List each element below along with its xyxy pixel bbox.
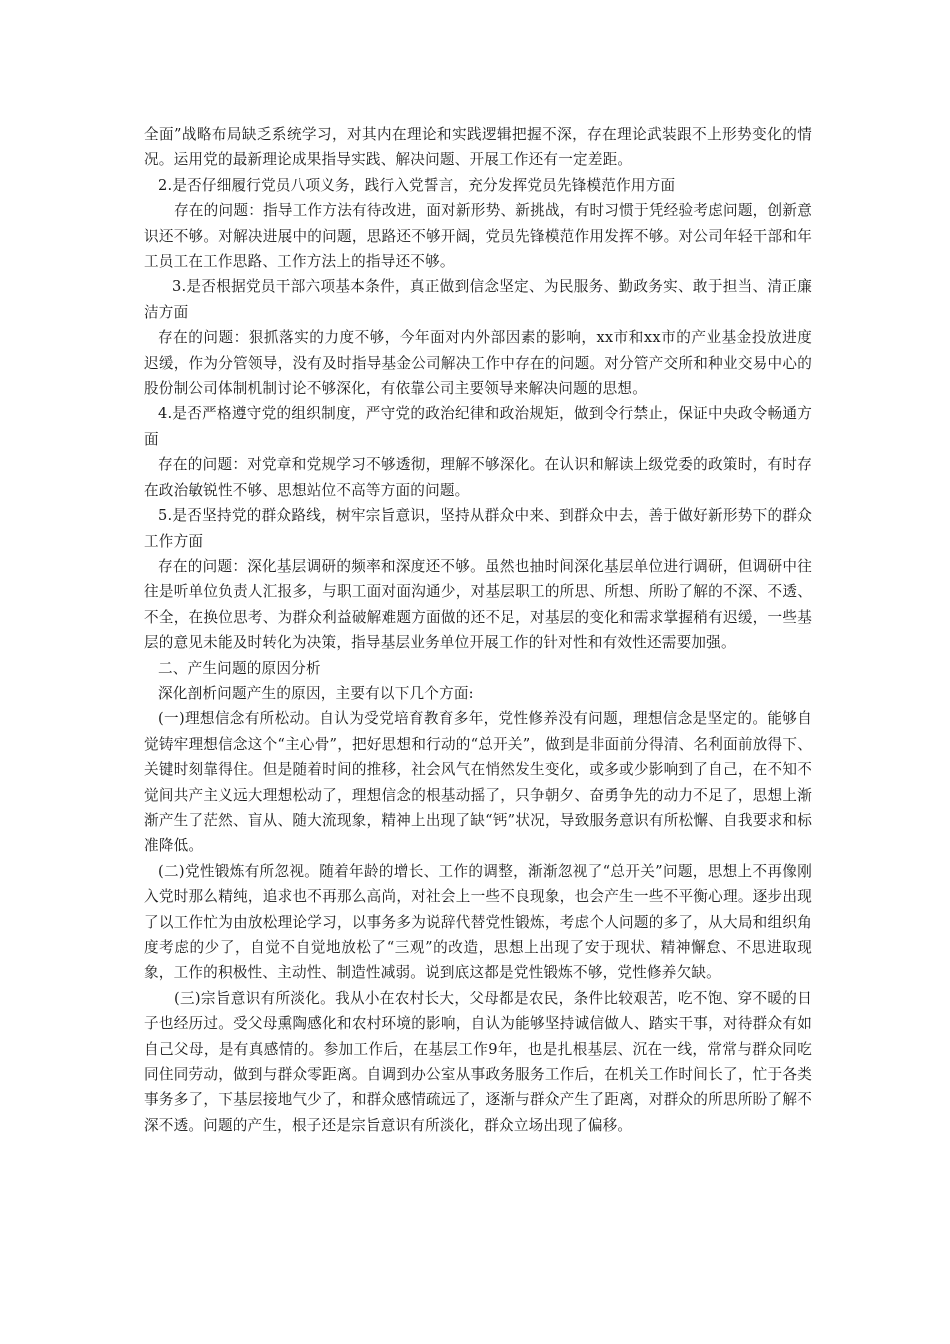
paragraph-cause-3: (三)宗旨意识有所淡化。我从小在农村长大，父母都是农民，条件比较艰苦，吃不饱、穿不暖的日子也经历过。受父母熏陶感化和农村环境的影响，自认为能够坚持诚信做人、踏实干事，对待群众有如自己父母，是有真感情的。参加工作后，在基层工作9年，也是扎根基层、沉在一线，常常与群众同吃同住同劳动，做到与群众零距离。自调到办公室从事政务服务工作后，在机关工作时间长了，忙于各类事务多了，下基层接地气少了，和群众感情疏远了，逐渐与群众产生了距离，对群众的所思所盼了解不深不透。问题的产生，根子还是宗旨意识有所淡化，群众立场出现了偏移。 — [144, 989, 812, 1134]
document-body — [144, 122, 812, 1138]
heading-item-5: 5.是否坚持党的群众路线，树牢宗旨意识，坚持从群众中来、到群众中去，善于做好新形势下的群众工作方面 — [144, 507, 812, 550]
paragraph-issue-4: 存在的问题：对党章和党规学习不够透彻，理解不够深化。在认识和解读上级党委的政策时，有时存在政治敏锐性不够、思想站位不高等方面的问题。 — [144, 456, 812, 499]
section-heading-cause-analysis: 二、产生问题的原因分析 — [158, 659, 321, 677]
paragraph-issue-2: 存在的问题：指导工作方法有待改进，面对新形势、新挑战，有时习惯于凭经验考虑问题，创新意识还不够。对解决进展中的问题，思路还不够开阔，党员先锋模范作用发挥不够。对公司年轻干部和年工员工在工作思路、工作方法上的指导还不够。 — [144, 202, 812, 271]
heading-item-3: 3.是否根据党员干部六项基本条件，真正做到信念坚定、为民服务、勤政务实、敢于担当、清正廉洁方面 — [144, 278, 812, 321]
heading-item-2: 2.是否仔细履行党员八项义务，践行入党誓言，充分发挥党员先锋模范作用方面 — [158, 176, 676, 194]
heading-item-4: 4.是否严格遵守党的组织制度，严守党的政治纪律和政治规矩，做到令行禁止，保证中央政令畅通方面 — [144, 405, 812, 448]
paragraph-cause-2: (二)党性锻炼有所忽视。随着年龄的增长、工作的调整，渐渐忽视了“总开关”问题，思想上不再像刚入党时那么精纯，追求也不再那么高尚，对社会上一些不良现象，也会产生一些不平衡心理。逐步出现了以工作忙为由放松理论学习，以事务多为说辞代替党性锻炼，考虑个人问题的多了，从大局和组织角度考虑的少了，自觉不自觉地放松了“三观”的改造，思想上出现了安于现状、精神懈怠、不思进取现象，工作的积极性、主动性、制造性减弱。说到底这都是党性锻炼不够，党性修养欠缺。 — [144, 862, 812, 982]
paragraph-cause-1: (一)理想信念有所松动。自认为受党培育教育多年，党性修养没有问题，理想信念是坚定的。能够自觉铸牢理想信念这个“主心骨”，把好思想和行动的“总开关”，做到是非面前分得清、名利面前放得下、关键时刻靠得住。但是随着时间的推移，社会风气在悄然发生变化，或多或少影响到了自己，在不知不觉间共产主义远大理想松动了，理想信念的根基动摇了，只争朝夕、奋勇争先的动力不足了，思想上渐渐产生了茫然、盲从、随大流现象，精神上出现了缺“钙”状况，导致服务意识有所松懈、自我要求和标准降低。 — [144, 710, 812, 855]
paragraph-issue-5: 存在的问题：深化基层调研的频率和深度还不够。虽然也抽时间深化基层单位进行调研，但调研中往往是听单位负责人汇报多，与职工面对面沟通少，对基层职工的所思、所想、所盼了解的不深、不透、不全，在换位思考、为群众利益破解难题方面做的还不足，对基层的变化和需求掌握稍有迟缓，一些基层的意见未能及时转化为决策，指导基层业务单位开展工作的针对性和有效性还需要加强。 — [144, 557, 812, 652]
paragraph-issue-3: 存在的问题：狠抓落实的力度不够，今年面对内外部因素的影响，xx市和xx市的产业基金投放进度迟缓，作为分管领导，没有及时指导基金公司解决工作中存在的问题。对分管产交所和种业交易中心的股份制公司体制机制讨论不够深化，有依靠公司主要领导来解决问题的思想。 — [144, 329, 812, 398]
paragraph-intro: 深化剖析问题产生的原因，主要有以下几个方面: — [158, 684, 474, 702]
paragraph-continuation: 全面”战略布局缺乏系统学习，对其内在理论和实践逻辑把握不深，存在理论武装跟不上形势变化的情况。运用党的最新理论成果指导实践、解决问题、开展工作还有一定差距。 — [144, 126, 812, 169]
